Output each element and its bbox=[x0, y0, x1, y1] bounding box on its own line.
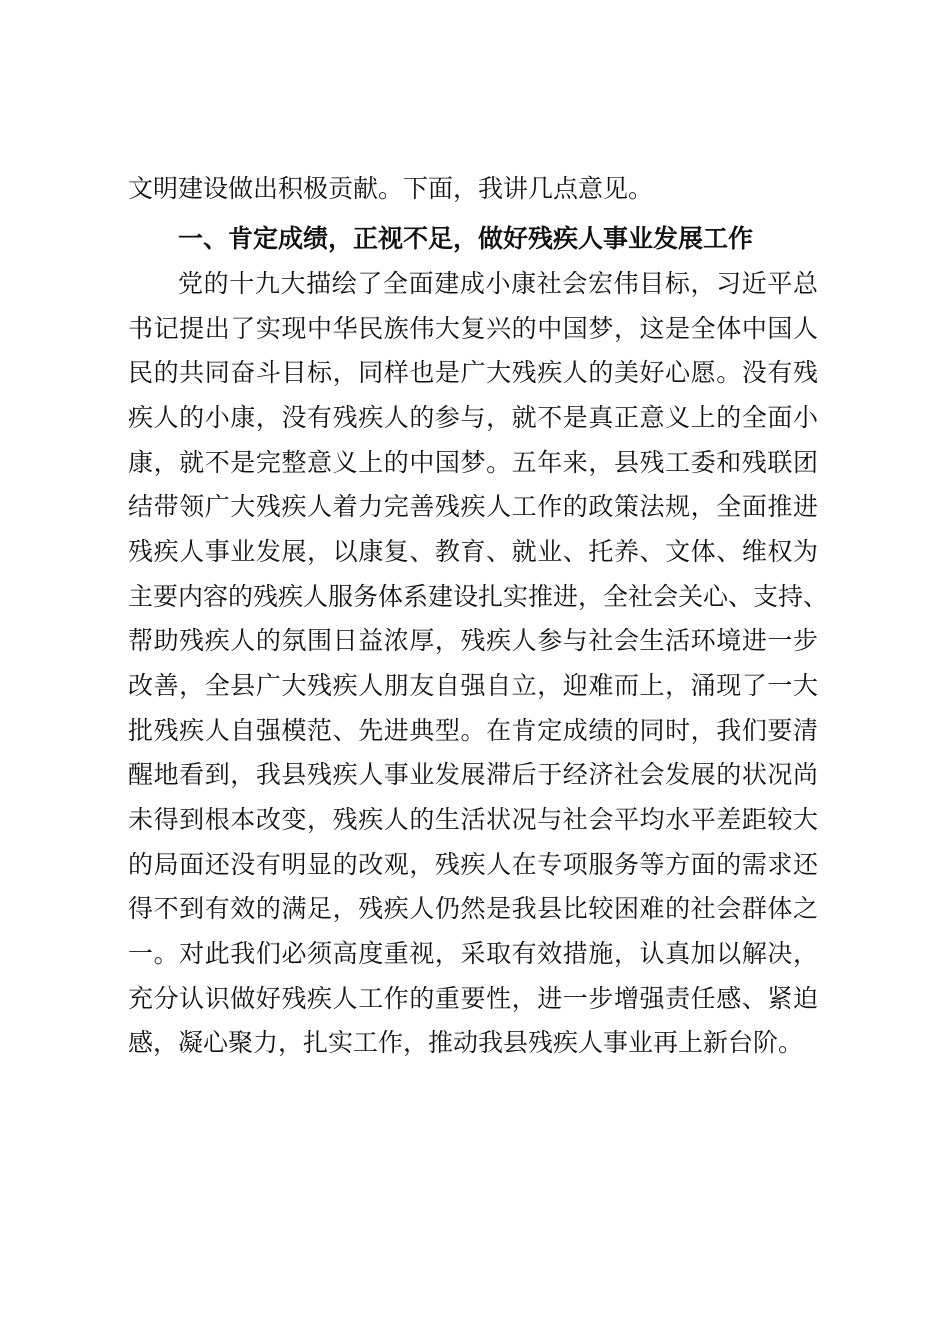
paragraph-line: 党的十九大描绘了全面建成小康社会宏伟目标，习近平总 bbox=[178, 269, 818, 298]
paragraph-line: 一。对此我们必须高度重视，采取有效措施，认真加以解决， bbox=[128, 939, 818, 968]
paragraph-line: 改善，全县广大残疾人朋友自强自立，迎难而上，涌现了一大 bbox=[128, 671, 818, 700]
paragraph-line: 疾人的小康，没有残疾人的参与，就不是真正意义上的全面小 bbox=[128, 403, 818, 432]
paragraph-line: 批残疾人自强模范、先进典型。在肯定成绩的同时，我们要清 bbox=[128, 716, 818, 745]
paragraph-line: 残疾人事业发展，以康复、教育、就业、托养、文体、维权为 bbox=[128, 537, 818, 566]
paragraph-line: 康，就不是完整意义上的中国梦。五年来，县残工委和残联团 bbox=[128, 448, 818, 477]
paragraph-line: 主要内容的残疾人服务体系建设扎实推进，全社会关心、支持、 bbox=[128, 582, 829, 611]
paragraph-line: 得不到有效的满足，残疾人仍然是我县比较困难的社会群体之 bbox=[128, 894, 818, 923]
paragraph-line: 的局面还没有明显的改观，残疾人在专项服务等方面的需求还 bbox=[128, 850, 818, 879]
paragraph-line: 结带领广大残疾人着力完善残疾人工作的政策法规，全面推进 bbox=[128, 492, 818, 521]
paragraph-line: 帮助残疾人的氛围日益浓厚，残疾人参与社会生活环境进一步 bbox=[128, 626, 818, 655]
paragraph-line: 未得到根本改变，残疾人的生活状况与社会平均水平差距较大 bbox=[128, 805, 818, 834]
paragraph-last-line: 感，凝心聚力，扎实工作，推动我县残疾人事业再上新台阶。 bbox=[128, 1028, 804, 1057]
paragraph-line: 充分认识做好残疾人工作的重要性，进一步增强责任感、紧迫 bbox=[128, 984, 818, 1013]
paragraph-continuation-line: 文明建设做出积极贡献。下面，我讲几点意见。 bbox=[128, 174, 654, 203]
paragraph-line: 民的共同奋斗目标，同样也是广大残疾人的美好心愿。没有残 bbox=[128, 358, 818, 387]
paragraph-line: 醒地看到，我县残疾人事业发展滞后于经济社会发展的状况尚 bbox=[128, 760, 818, 789]
paragraph-line: 书记提出了实现中华民族伟大复兴的中国梦，这是全体中国人 bbox=[128, 314, 818, 343]
document-page bbox=[128, 0, 829, 1344]
section-heading: 一、肯定成绩，正视不足，做好残疾人事业发展工作 bbox=[178, 224, 754, 253]
